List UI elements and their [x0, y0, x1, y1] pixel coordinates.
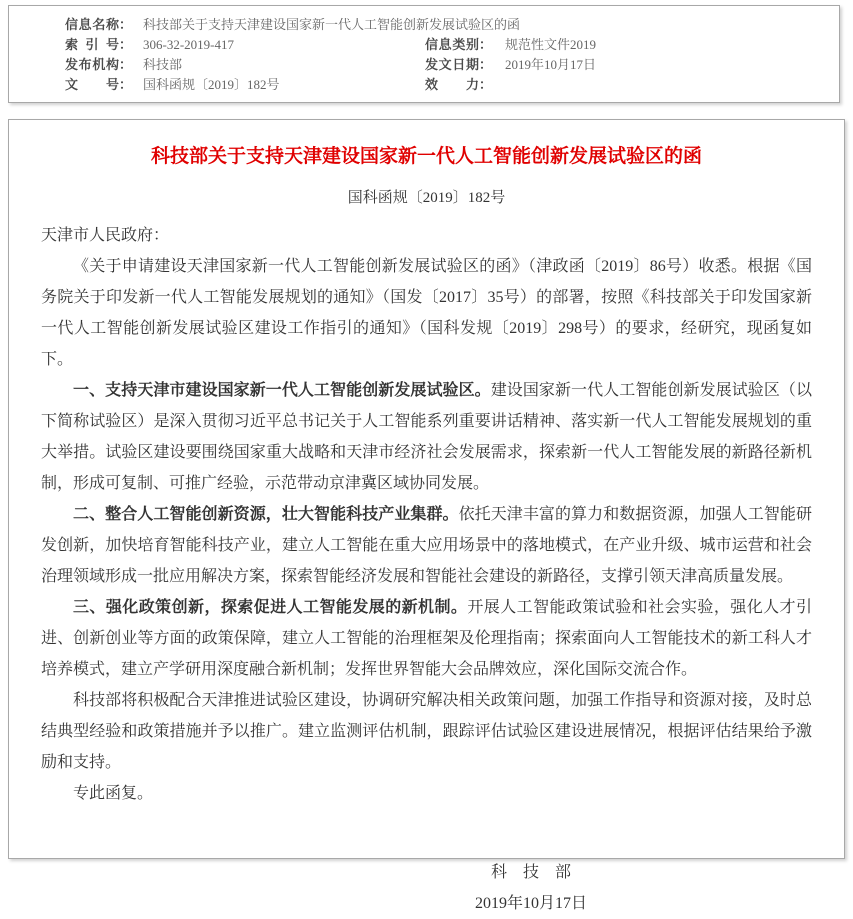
label-colon: ： — [479, 57, 493, 72]
signature-date: 2019年10月17日 — [474, 895, 587, 912]
meta-label-name-text: 信息名称 — [65, 17, 119, 32]
meta-label-issue-date — [425, 55, 505, 75]
meta-label-category — [425, 35, 505, 55]
meta-row-name — [65, 15, 839, 35]
paragraph-text: 依托天津丰富的算力和数据资源，加强人工智能研发创新，加快培育智能科技产业，建立人工智能在重大应用场景中的落地模式，在产业升级、城市运营和社会治理领域形成一批应用解决方案，探索智能经济发展和智能社会建设的新路径，支撑引领天津高质量发展。 — [41, 506, 812, 585]
meta-label-publisher — [65, 55, 143, 75]
meta-value-name: 科技部关于支持天津建设国家新一代人工智能创新发展试验区的函 — [143, 17, 521, 32]
meta-label-docnum-text: 文号 — [65, 77, 119, 92]
meta-value-issue-date: 2019年10月17日 — [505, 57, 597, 72]
paragraph-text: 《关于申请建设天津国家新一代人工智能创新发展试验区的函》（津政函〔2019〕86号）收悉。根据《国务院关于印发新一代人工智能发展规划的通知》（国发〔2017〕35号）的部署，按照《科技部关于印发国家新一代人工智能创新发展试验区建设工作指引的通知》（国科发规〔2019〕298号）的要求，经研究，现函复如下。 — [41, 258, 812, 368]
label-colon: ： — [119, 37, 133, 52]
paragraph — [41, 685, 812, 778]
paragraphs-container — [41, 251, 812, 809]
document-info-panel — [8, 5, 840, 103]
meta-value-effect — [505, 75, 839, 95]
meta-label-effect-text: 效力 — [425, 77, 479, 92]
meta-label-publisher-text: 发布机构 — [65, 57, 119, 72]
salutation: 天津市人民政府： — [41, 227, 170, 244]
paragraph-text: 科技部将积极配合天津推进试验区建设，协调研究解决相关政策问题，加强工作指导和资源对接，及时总结典型经验和政策措施并予以推广。建立监测评估机制，跟踪评估试验区建设进展情况，根据评估结果给予激励和支持。 — [41, 692, 812, 771]
meta-row-index — [65, 35, 839, 55]
document-number: 国科函规〔2019〕182号 — [347, 190, 506, 206]
label-colon: ： — [479, 77, 493, 92]
paragraph — [41, 778, 812, 809]
paragraph — [41, 375, 812, 499]
paragraph-lead-bold: 一、支持天津市建设国家新一代人工智能创新发展试验区。 — [73, 382, 491, 399]
label-colon: ： — [119, 17, 133, 32]
meta-label-name — [65, 15, 143, 35]
meta-value-publisher: 科技部 — [143, 57, 183, 72]
signature-org: 科 技 部 — [490, 864, 571, 881]
paragraph-lead-bold: 二、整合人工智能创新资源，壮大智能科技产业集群。 — [73, 506, 459, 523]
meta-row-publisher — [65, 55, 839, 75]
meta-label-docnum — [65, 75, 143, 95]
paragraph — [41, 592, 812, 685]
label-colon: ： — [479, 37, 493, 52]
document-body-panel — [8, 119, 845, 912]
paragraph — [41, 499, 812, 592]
paragraph-text: 专此函复。 — [73, 785, 154, 802]
meta-label-index — [65, 35, 143, 55]
meta-value-docnum: 国科函规〔2019〕182号 — [143, 77, 280, 92]
meta-value-index: 306-32-2019-417 — [143, 37, 234, 52]
signature-block — [475, 857, 587, 919]
paragraph-lead-bold: 三、强化政策创新，探索促进人工智能发展的新机制。 — [73, 599, 468, 616]
meta-label-issue-date-text: 发文日期 — [425, 57, 479, 72]
label-colon: ： — [119, 57, 133, 72]
meta-label-effect — [425, 75, 505, 95]
document-title: 科技部关于支持天津建设国家新一代人工智能创新发展试验区的函 — [150, 146, 702, 167]
meta-row-docnum — [65, 75, 839, 95]
meta-label-category-text: 信息类别 — [425, 37, 479, 52]
paragraph-text: 开展人工智能政策试验和社会实验，强化人才引进、创新创业等方面的政策保障，建立人工智能的治理框架及伦理指南；探索面向人工智能技术的新工科人才培养模式，建立产学研用深度融合新机制；发挥世界智能大会品牌效应，深化国际交流合作。 — [41, 599, 812, 678]
label-colon: ： — [119, 77, 133, 92]
meta-value-category: 规范性文件2019 — [505, 37, 597, 52]
paragraph-text: 建设国家新一代人工智能创新发展试验区（以下简称试验区）是深入贯彻习近平总书记关于人工智能系列重要讲话精神、落实新一代人工智能发展规划的重大举措。试验区建设要围绕国家重大战略和天津市经济社会发展需求，探索新一代人工智能发展的新路径新机制，形成可复制、可推广经验，示范带动京津冀区域协同发展。 — [41, 382, 812, 492]
meta-label-index-text: 索引号 — [65, 37, 119, 52]
paragraph — [41, 251, 812, 375]
